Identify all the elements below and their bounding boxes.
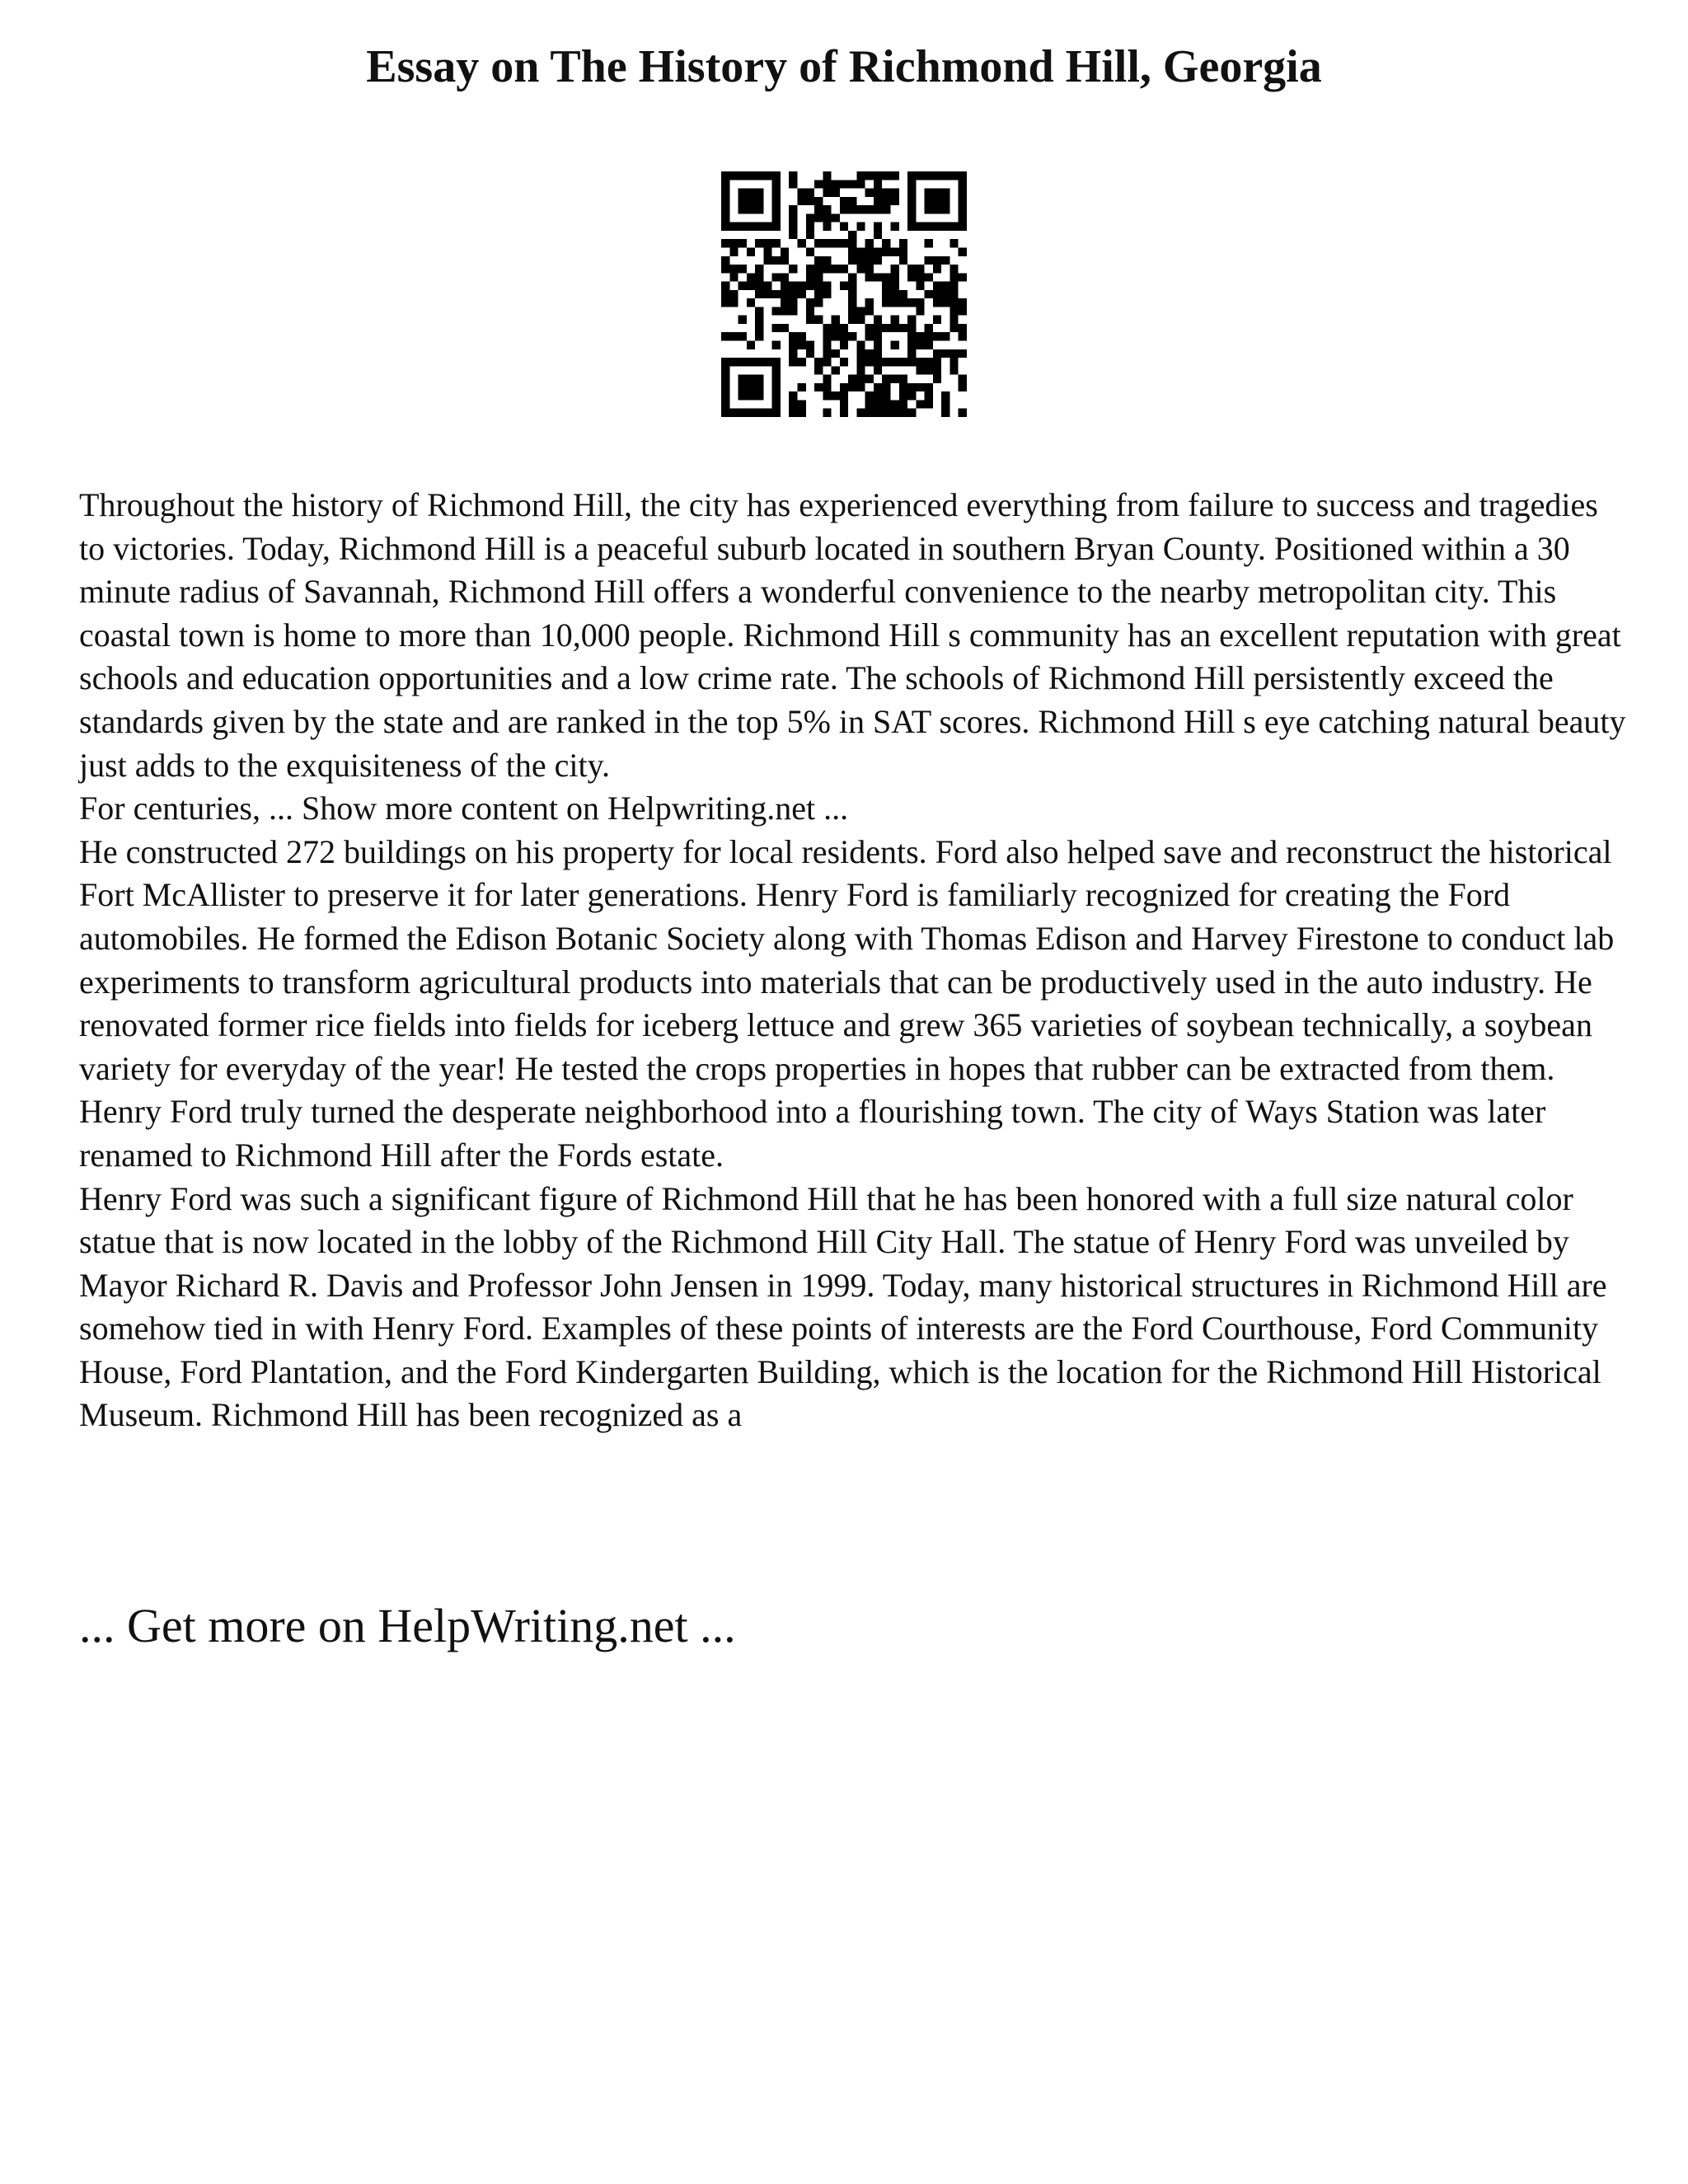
get-more-link[interactable]: ... Get more on HelpWriting.net ...	[79, 1599, 736, 1652]
qr-code-graphic	[721, 171, 967, 417]
page-title: Essay on The History of Richmond Hill, Georgia	[366, 41, 1322, 92]
paragraph-henry-ford-buildings: He constructed 272 buildings on his property for local residents. Ford also helped save and reconstruct the historical Fort McAllister to preserve it for later generations. Henry Ford is familiarly recognized for creating the Ford automobiles. He formed the Edison Botanic Society along with Thomas Edison and Harvey Firestone to conduct lab experiments to transform agricultural products into materials that can be productively used in the auto industry. He renovated former rice fields into fields for iceberg lettuce and grew 365 varieties of soybean technically, a soybean variety for everyday of the year! He tested the crops properties in hopes that rubber can be extracted from them. Henry Ford truly turned the desperate neighborhood into a flourishing town. The city of Ways Station was later renamed to Richmond Hill after the Fords estate.	[79, 832, 1615, 1174]
show-more-link[interactable]: For centuries, ... Show more content on Helpwriting.net ...	[79, 790, 849, 827]
paragraph-henry-ford-statue: Henry Ford was such a significant figure of Richmond Hill that he has been honored with a full size natural color statue that is now located in the lobby of the Richmond Hill City Hall. The statue of Henry Ford was unveiled by Mayor Richard R. Davis and Professor John Jensen in 1999. Today, many historical structures in Richmond Hill are somehow tied in with Henry Ford. Examples of these points of interests are the Ford Courthouse, Ford Community House, Ford Plantation, and the Ford Kindergarten Building, which is the location for the Richmond Hill Historical Museum. Richmond Hill has been recognized as a	[79, 1179, 1607, 1434]
qr-code-icon	[721, 171, 967, 417]
paragraph-intro: Throughout the history of Richmond Hill, the city has experienced everything from failure to success and tragedies to victories. Today, Richmond Hill is a peaceful suburb located in southern Bryan County. Positioned within a 30 minute radius of Savannah, Richmond Hill offers a wonderful convenience to the nearby metropolitan city. This coastal town is home to more than 10,000 people. Richmond Hill s community has an excellent reputation with great schools and education opportunities and a low crime rate. The schools of Richmond Hill persistently exceed the standards given by the state and are ranked in the top 5% in SAT scores. Richmond Hill s eye catching natural beauty just adds to the exquisiteness of the city.	[79, 486, 1626, 784]
essay-body	[79, 484, 1629, 1437]
